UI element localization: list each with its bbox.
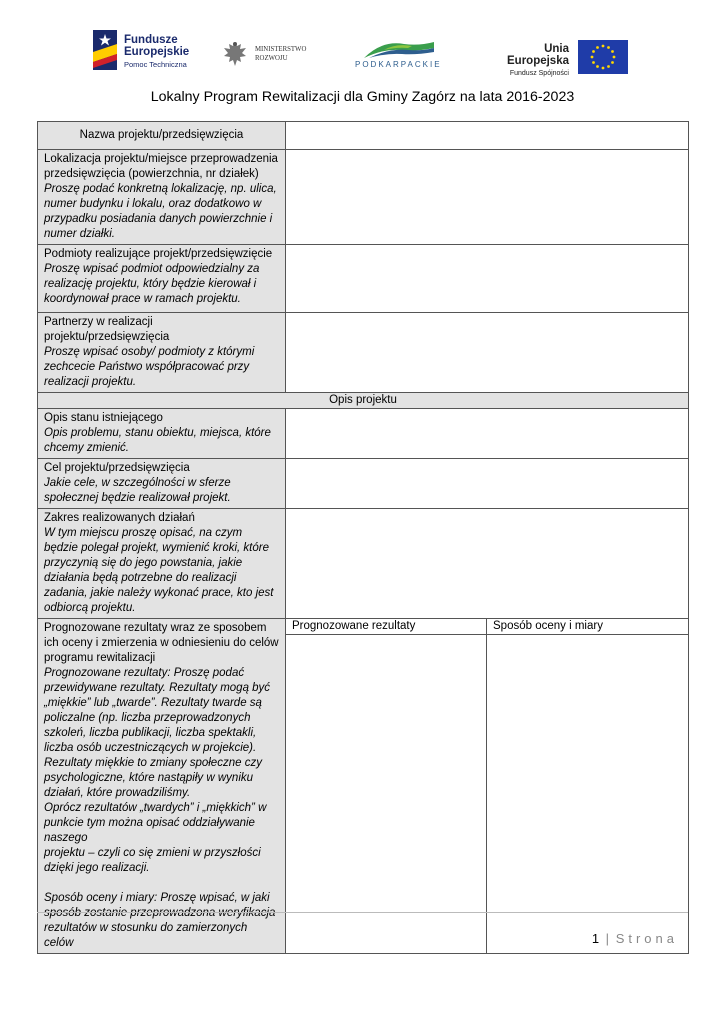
- unia-europejska-logo: [483, 40, 633, 76]
- goal-cell: [38, 459, 286, 509]
- mountains-icon: [364, 38, 434, 58]
- fundusze-line1: Fundusze: [124, 34, 178, 46]
- measure-col-header: Sposób oceny i miary: [487, 619, 689, 635]
- page-number: [592, 931, 678, 946]
- table-row: [38, 509, 689, 619]
- unia-line2: Fundusz Spójności: [509, 70, 569, 77]
- table-row: [38, 313, 689, 393]
- table-row: [38, 150, 689, 245]
- results-label: Prognozowane rezultaty wraz ze sposobem ich oceny i zmierzenia w odniesieniu do celów programu rewitalizacji: [44, 622, 279, 664]
- partners-input[interactable]: [286, 313, 689, 393]
- location-hint: Proszę podać konkretną lokalizację, np. ulica, numer budynku i lokalu, oraz dodatkowo w przypadku posiadania danych powierzchnie i numer działki.: [44, 183, 277, 240]
- entities-hint: Proszę wpisać podmiot odpowiedzialny za realizację projektu, który będzie kierował i koordynował prace w ramach projektu.: [44, 263, 260, 305]
- entities-label: Podmioty realizujące projekt/przedsięwzięcie: [44, 248, 273, 260]
- location-input[interactable]: [286, 150, 689, 245]
- current-state-input[interactable]: [286, 409, 689, 459]
- eu-flag-icon: [578, 40, 628, 74]
- results-hint-4: Sposób oceny i miary: Proszę wpisać, w jaki sposób zostanie przeprowadzona weryfikacja rezultatów w stosunku do zamierzonych celów: [44, 892, 276, 949]
- results-hint-1: Prognozowane rezultaty: Proszę podać przewidywane rezultaty. Rezultaty mogą być „miękkie” lub „twarde”. Rezultaty twarde są policzalne (np. liczba przeprowadzonych szkoleń, liczba publikacji, liczba spektakli, liczba osób uczestniczących w projekcie). Rezultaty miękkie to zmiany społeczne czy psychologiczne, które nastąpiły w wyniku działań, które prowadziliśmy.: [44, 667, 271, 799]
- footer-divider: [37, 912, 688, 913]
- results-input[interactable]: [286, 635, 487, 954]
- location-cell: [38, 150, 286, 245]
- header-logos: [0, 26, 725, 78]
- entities-cell: [38, 245, 286, 313]
- entities-input[interactable]: [286, 245, 689, 313]
- table-row: [38, 619, 689, 635]
- document-title: Lokalny Program Rewitalizacji dla Gminy Zagórz na lata 2016-2023: [150, 89, 575, 105]
- results-hint-3: projektu – czyli co się zmieni w przyszłości dzięki jego realizacji.: [44, 847, 261, 874]
- measure-input[interactable]: [487, 635, 689, 954]
- project-form-table: [37, 121, 689, 954]
- eagle-emblem-icon: [222, 40, 248, 68]
- table-row: [38, 122, 689, 150]
- goal-hint: Jakie cele, w szczególności w sferze społecznej będzie realizował projekt.: [44, 477, 231, 504]
- fundusze-flag-icon: [93, 30, 117, 70]
- unia-line1: Unia Europejska: [507, 43, 569, 67]
- podkarpackie-label: PODKARPACKIE: [355, 60, 442, 69]
- podkarpackie-logo: [352, 38, 448, 78]
- ministerstwo-line1: MINISTERSTWO: [255, 46, 307, 53]
- ministerstwo-logo: [222, 40, 322, 70]
- location-label: Lokalizacja projektu/miejsce przeprowadzenia przedsięwzięcia (powierzchnia, nr działek): [44, 153, 278, 180]
- table-row: [38, 393, 689, 409]
- scope-label: Zakres realizowanych działań: [44, 512, 195, 524]
- goal-label: Cel projektu/przedsięwzięcia: [44, 462, 190, 474]
- fundusze-line3: Pomoc Techniczna: [124, 60, 187, 69]
- page-number-value: 1: [591, 931, 600, 946]
- results-col-header: Prognozowane rezultaty: [286, 619, 487, 635]
- page-number-word: Strona: [615, 931, 678, 946]
- current-state-cell: [38, 409, 286, 459]
- current-state-label: Opis stanu istniejącego: [44, 412, 163, 424]
- scope-cell: [38, 509, 286, 619]
- partners-label: Partnerzy w realizacji projektu/przedsięwzięcia: [44, 316, 170, 343]
- table-row: [38, 245, 689, 313]
- project-name-label: Nazwa projektu/przedsięwzięcia: [38, 122, 286, 150]
- project-name-input[interactable]: [286, 122, 689, 150]
- goal-input[interactable]: [286, 459, 689, 509]
- partners-cell: [38, 313, 286, 393]
- fundusze-europejskie-logo: [93, 30, 223, 74]
- results-cell: [38, 619, 286, 954]
- page-number-separator: |: [605, 931, 610, 946]
- table-row: [38, 459, 689, 509]
- results-hint-2: Oprócz rezultatów „twardych” i „miękkich” w punkcie tym można opisać oddziaływanie naszego: [44, 802, 267, 844]
- current-state-hint: Opis problemu, stanu obiektu, miejsca, które chcemy zmienić.: [44, 427, 271, 454]
- fundusze-line2: Europejskie: [124, 46, 190, 58]
- partners-hint: Proszę wpisać osoby/ podmioty z którymi zechcecie Państwo współpracować przy realizacji projektu.: [44, 346, 255, 388]
- ministerstwo-line2: ROZWOJU: [255, 55, 288, 62]
- section-header: Opis projektu: [38, 393, 689, 409]
- scope-input[interactable]: [286, 509, 689, 619]
- scope-hint: W tym miejscu proszę opisać, na czym będzie polegał projekt, wymienić kroki, które przyczynią się do jego powstania, jakie działania będą potrzebne do realizacji zadania, jakie należy wykonać prace, kto jest odbiorcą projektu.: [44, 527, 274, 614]
- table-row: [38, 409, 689, 459]
